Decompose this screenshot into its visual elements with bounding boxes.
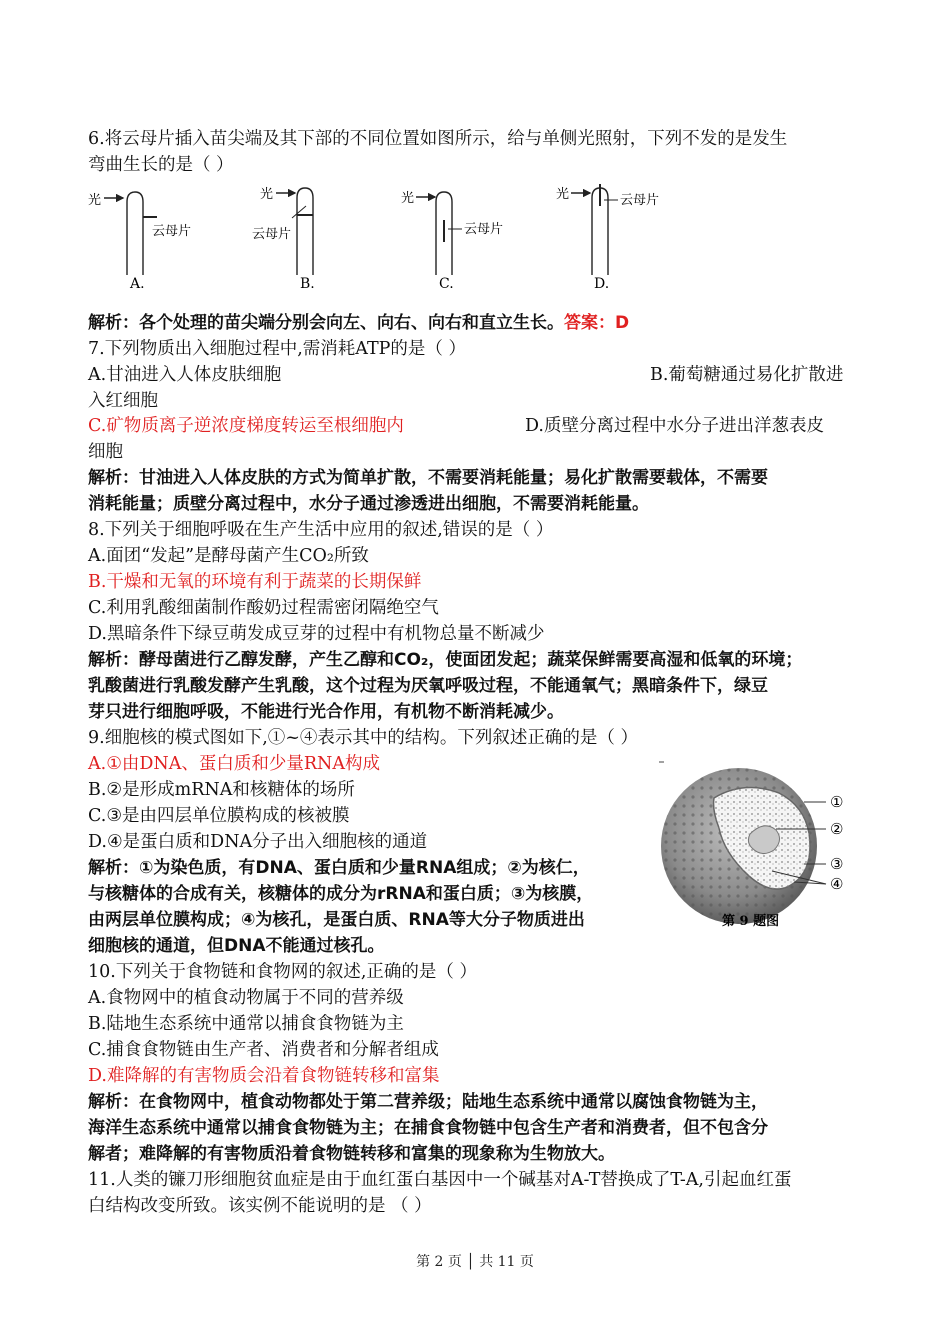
q8-option-d: D.黑暗条件下绿豆萌发成豆芽的过程中有机物总量不断减少: [88, 624, 545, 644]
q7-option-d-part2: 细胞: [88, 442, 123, 462]
q6-figure-a: [88, 192, 191, 292]
q8-stem: 8.下列关于细胞呼吸在生产生活中应用的叙述,错误的是（ ）: [88, 520, 554, 540]
q9-analysis-line4: 细胞核的通道，但DNA不能通过核孔。: [88, 936, 385, 956]
q9-option-c: C.③是由四层单位膜构成的核被膜: [88, 806, 350, 826]
q7-option-d-part1: D.质壁分离过程中水分子进出洋葱表皮: [525, 416, 824, 436]
q10-option-b: B.陆地生态系统中通常以捕食食物链为主: [88, 1014, 404, 1034]
q9-analysis-line3: 由两层单位膜构成；④为核孔，是蛋白质、RNA等大分子物质进出: [88, 910, 585, 930]
page-footer: 第 2 页 │ 共 11 页: [416, 1254, 534, 1270]
q7-analysis-line2: 消耗能量；质壁分离过程中，水分子通过渗透进出细胞，不需要消耗能量。: [88, 494, 649, 514]
q6-answer: 答案：D: [564, 313, 630, 333]
q7-option-b-part2: 入红细胞: [88, 391, 158, 411]
q7-analysis-line1: 解析：甘油进入人体皮肤的方式为简单扩散，不需要消耗能量；易化扩散需要载体，不需要: [88, 468, 768, 488]
q6-stem-line2: 弯曲生长的是（ ）: [88, 155, 234, 175]
q7-option-a: A.甘油进入人体皮肤细胞: [88, 365, 282, 385]
q6-figure-d: [556, 184, 659, 292]
q10-analysis-line3: 解者；难降解的有害物质沿着食物链转移和富集的现象称为生物放大。: [88, 1144, 615, 1164]
q6-mica-label-c: 云母片: [464, 222, 504, 237]
q10-option-c: C.捕食食物链由生产者、消费者和分解者组成: [88, 1040, 439, 1060]
q8-option-b: B.干燥和无氧的环境有利于蔬菜的长期保鲜: [88, 572, 422, 592]
q9-stem: 9.细胞核的模式图如下,①~④表示其中的结构。下列叙述正确的是（ ）: [88, 728, 638, 748]
q6-light-label-c: 光: [401, 191, 415, 206]
q6-option-c: C.: [439, 276, 454, 292]
q6-option-d: D.: [594, 276, 610, 292]
q11-stem-line1: 11.人类的镰刀形细胞贫血症是由于血红蛋白基因中一个碱基对A-T替换成了T-A,引起血红蛋: [88, 1170, 792, 1190]
q7-stem: 7.下列物质出入细胞过程中,需消耗ATP的是（ ）: [88, 339, 466, 359]
q6-light-label-b: 光: [260, 187, 274, 202]
q6-option-b: B.: [300, 276, 315, 292]
q9-marker-2: ②: [830, 820, 844, 838]
q10-stem: 10.下列关于食物链和食物网的叙述,正确的是（ ）: [88, 962, 477, 982]
q9-nucleus-drawing: [661, 768, 817, 924]
q6-analysis-text: 解析：各个处理的苗尖端分别会向左、向右、向右和直立生长。: [88, 313, 564, 333]
q6-analysis: [88, 310, 629, 336]
q10-option-d: D.难降解的有害物质会沿着食物链转移和富集: [88, 1066, 440, 1086]
q7-option-c: C.矿物质离子逆浓度梯度转运至根细胞内: [88, 416, 404, 436]
q8-analysis-line3: 芽只进行细胞呼吸，不能进行光合作用，有机物不断消耗减少。: [88, 702, 564, 722]
q9-marker-4: ④: [830, 875, 844, 893]
q7-option-b-part1: B.葡萄糖通过易化扩散进: [650, 365, 844, 385]
q9-analysis-line2: 与核糖体的合成有关，核糖体的成分为rRNA和蛋白质；③为核膜，: [88, 884, 594, 904]
q9-option-b: B.②是形成mRNA和核糖体的场所: [88, 780, 355, 800]
q9-option-d: D.④是蛋白质和DNA分子出入细胞核的通道: [88, 832, 428, 852]
q8-option-a: A.面团“发起”是酵母菌产生CO₂所致: [88, 546, 369, 566]
q9-nucleus-figure: [654, 758, 884, 938]
q6-light-label-d: 光: [556, 187, 570, 202]
q6-option-a: A.: [130, 276, 145, 292]
q8-analysis-line1: 解析：酵母菌进行乙醇发酵，产生乙醇和CO₂，使面团发起；蔬菜保鲜需要高湿和低氧的环境；: [88, 650, 803, 670]
q9-analysis-line1: 解析：①为染色质，有DNA、蛋白质和少量RNA组成；②为核仁，: [88, 858, 590, 878]
q11-stem-line2: 白结构改变所致。该实例不能说明的是 （ ）: [88, 1196, 432, 1216]
q9-marker-1: ①: [830, 793, 844, 811]
q9-figure-caption: 第 9 题图: [722, 914, 780, 929]
q10-analysis-line1: 解析：在食物网中，植食动物都处于第二营养级；陆地生态系统中通常以腐蚀食物链为主，: [88, 1092, 768, 1112]
q10-analysis-line2: 海洋生态系统中通常以捕食食物链为主；在捕食食物链中包含生产者和消费者，但不包含分: [88, 1118, 768, 1138]
q6-figure-c: [401, 190, 503, 292]
q6-stem-line1: 6.将云母片插入苗尖端及其下部的不同位置如图所示，给与单侧光照射，下列不发的是发生: [88, 129, 788, 149]
q9-marker-3: ③: [830, 855, 844, 873]
q6-light-label-a: 光: [88, 193, 102, 208]
q6-mica-label-b: 云母片: [252, 227, 292, 242]
q10-option-a: A.食物网中的植食动物属于不同的营养级: [88, 988, 404, 1008]
q9-option-a: A.①由DNA、蛋白质和少量RNA构成: [88, 754, 380, 774]
q6-mica-label-d: 云母片: [620, 193, 660, 208]
q8-analysis-line2: 乳酸菌进行乳酸发酵产生乳酸，这个过程为厌氧呼吸过程，不能通氧气；黑暗条件下，绿豆: [88, 676, 768, 696]
q6-figure-b: [252, 186, 315, 292]
q6-mica-label-a: 云母片: [152, 224, 192, 239]
q6-figure: [80, 180, 720, 295]
q8-option-c: C.利用乳酸细菌制作酸奶过程需密闭隔绝空气: [88, 598, 439, 618]
